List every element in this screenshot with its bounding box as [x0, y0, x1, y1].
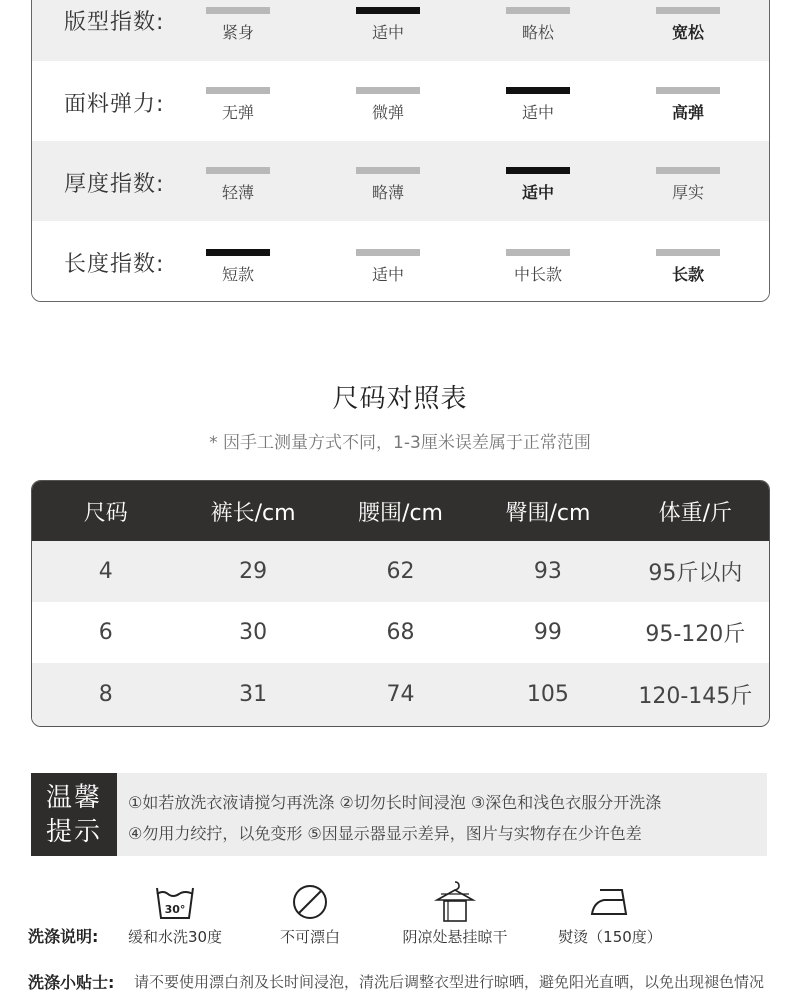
header-cell: 裤长/cm — [210, 500, 296, 526]
index-option — [656, 249, 720, 285]
index-bar — [656, 87, 720, 94]
table-cell: 6 — [98, 620, 113, 645]
index-bar-active — [356, 7, 420, 14]
table-row — [32, 663, 769, 726]
index-option — [656, 87, 720, 123]
index-bar — [506, 7, 570, 14]
index-option-label: 长款 — [671, 265, 704, 284]
index-bar — [656, 167, 720, 174]
table-cell: 93 — [533, 559, 562, 584]
table-cell: 30 — [239, 620, 268, 645]
wash-30-icon — [153, 880, 197, 924]
index-option — [356, 87, 420, 123]
index-option — [206, 7, 270, 43]
index-label: 版型指数: — [64, 10, 165, 35]
warm-tips-title — [31, 773, 117, 856]
table-cell: 95斤以内 — [648, 561, 743, 586]
care-tip-text: 请不要使用漂白剂及长时间浸泡，清洗后调整衣型进行晾晒，避免阳光直晒，以免出现褪色情况 — [134, 973, 765, 991]
wash-temp-badge: 30° — [164, 903, 186, 916]
size-chart-subtitle: * 因手工测量方式不同，1-3厘米误差属于正常范围 — [209, 433, 591, 453]
index-option-label: 厚实 — [671, 183, 704, 202]
index-option-label: 适中 — [521, 183, 554, 202]
index-option — [206, 167, 270, 203]
index-option-label: 紧身 — [221, 23, 254, 42]
table-cell: 62 — [386, 559, 415, 584]
wash-text: 不可漂白 — [279, 928, 340, 946]
index-option-label: 适中 — [371, 23, 404, 42]
index-option — [356, 7, 420, 43]
index-bar — [206, 87, 270, 94]
table-cell: 68 — [386, 620, 415, 645]
size-chart-title: 尺码对照表 — [332, 384, 468, 414]
no-bleach-icon — [290, 880, 330, 924]
index-row-stretch — [32, 61, 769, 141]
warm-tips-title-line: 温馨 — [45, 783, 102, 813]
wash-text: 阴凉处悬挂晾干 — [402, 928, 508, 946]
size-table-header — [32, 481, 769, 541]
warm-tips-title-line: 提示 — [45, 817, 102, 847]
hang-dry-shade-icon — [433, 880, 477, 924]
table-cell: 95-120斤 — [645, 622, 746, 647]
index-bar-active — [506, 87, 570, 94]
table-cell: 4 — [98, 559, 113, 584]
index-option — [206, 87, 270, 123]
table-cell: 105 — [526, 682, 569, 707]
index-bar — [356, 167, 420, 174]
index-row-thickness — [32, 141, 769, 221]
index-option-label: 中长款 — [513, 265, 562, 284]
index-option-label: 高弹 — [671, 103, 704, 122]
index-bar — [206, 167, 270, 174]
index-bar — [206, 7, 270, 14]
index-option — [356, 249, 420, 285]
wash-item — [120, 880, 230, 947]
index-label: 面料弹力: — [64, 92, 165, 117]
index-bar — [656, 249, 720, 256]
index-bar — [656, 7, 720, 14]
index-label: 长度指数: — [64, 252, 165, 277]
size-table — [31, 480, 770, 727]
index-bar — [356, 87, 420, 94]
header-cell: 臀围/cm — [505, 500, 591, 526]
table-cell: 120-145斤 — [638, 684, 753, 709]
index-option-label: 宽松 — [671, 23, 704, 42]
warm-tips-line: ①如若放洗衣液请搅匀再洗涤 ②切勿长时间浸泡 ③深色和浅色衣服分开洗涤 — [128, 793, 662, 812]
table-row — [32, 602, 769, 663]
index-bar-active — [206, 249, 270, 256]
index-option-label: 略薄 — [371, 183, 404, 202]
index-option-label: 轻薄 — [221, 183, 254, 202]
warm-tips-box — [31, 773, 767, 856]
index-option-label: 短款 — [221, 265, 254, 284]
index-option — [356, 167, 420, 203]
wash-text: 熨烫（150度） — [558, 928, 662, 946]
wash-item — [265, 880, 355, 947]
header-cell: 尺码 — [83, 500, 128, 526]
index-option-label: 略松 — [521, 23, 554, 42]
index-bar — [506, 249, 570, 256]
index-option — [506, 167, 570, 203]
index-option — [506, 7, 570, 43]
wash-item — [390, 880, 520, 947]
index-row-fit — [32, 0, 769, 61]
table-cell: 8 — [98, 682, 113, 707]
table-row — [32, 541, 769, 602]
index-option-label: 无弹 — [221, 103, 254, 122]
index-row-length — [32, 223, 769, 302]
wash-label: 洗涤说明: — [28, 927, 99, 946]
index-option — [506, 249, 570, 285]
wash-item — [550, 880, 670, 947]
table-cell: 31 — [239, 682, 268, 707]
table-cell: 74 — [386, 682, 415, 707]
index-option-label: 适中 — [521, 103, 554, 122]
index-bar-active — [506, 167, 570, 174]
table-cell: 99 — [533, 620, 562, 645]
index-option-label: 适中 — [371, 265, 404, 284]
index-option-label: 微弹 — [371, 103, 404, 122]
care-tip-label: 洗涤小贴士: — [28, 973, 115, 992]
wash-text: 缓和水洗30度 — [127, 928, 223, 946]
index-bar — [356, 249, 420, 256]
index-option — [206, 249, 270, 285]
index-option — [656, 167, 720, 203]
header-cell: 体重/斤 — [658, 500, 733, 526]
warm-tips-line: ④勿用力绞拧，以免变形 ⑤因显示器显示差异，图片与实物存在少许色差 — [128, 824, 642, 843]
index-option — [506, 87, 570, 123]
index-option — [656, 7, 720, 43]
fit-index-panel — [31, 0, 770, 302]
table-cell: 29 — [239, 559, 268, 584]
iron-icon — [588, 880, 632, 924]
header-cell: 腰围/cm — [358, 500, 443, 526]
index-label: 厚度指数: — [64, 172, 165, 197]
